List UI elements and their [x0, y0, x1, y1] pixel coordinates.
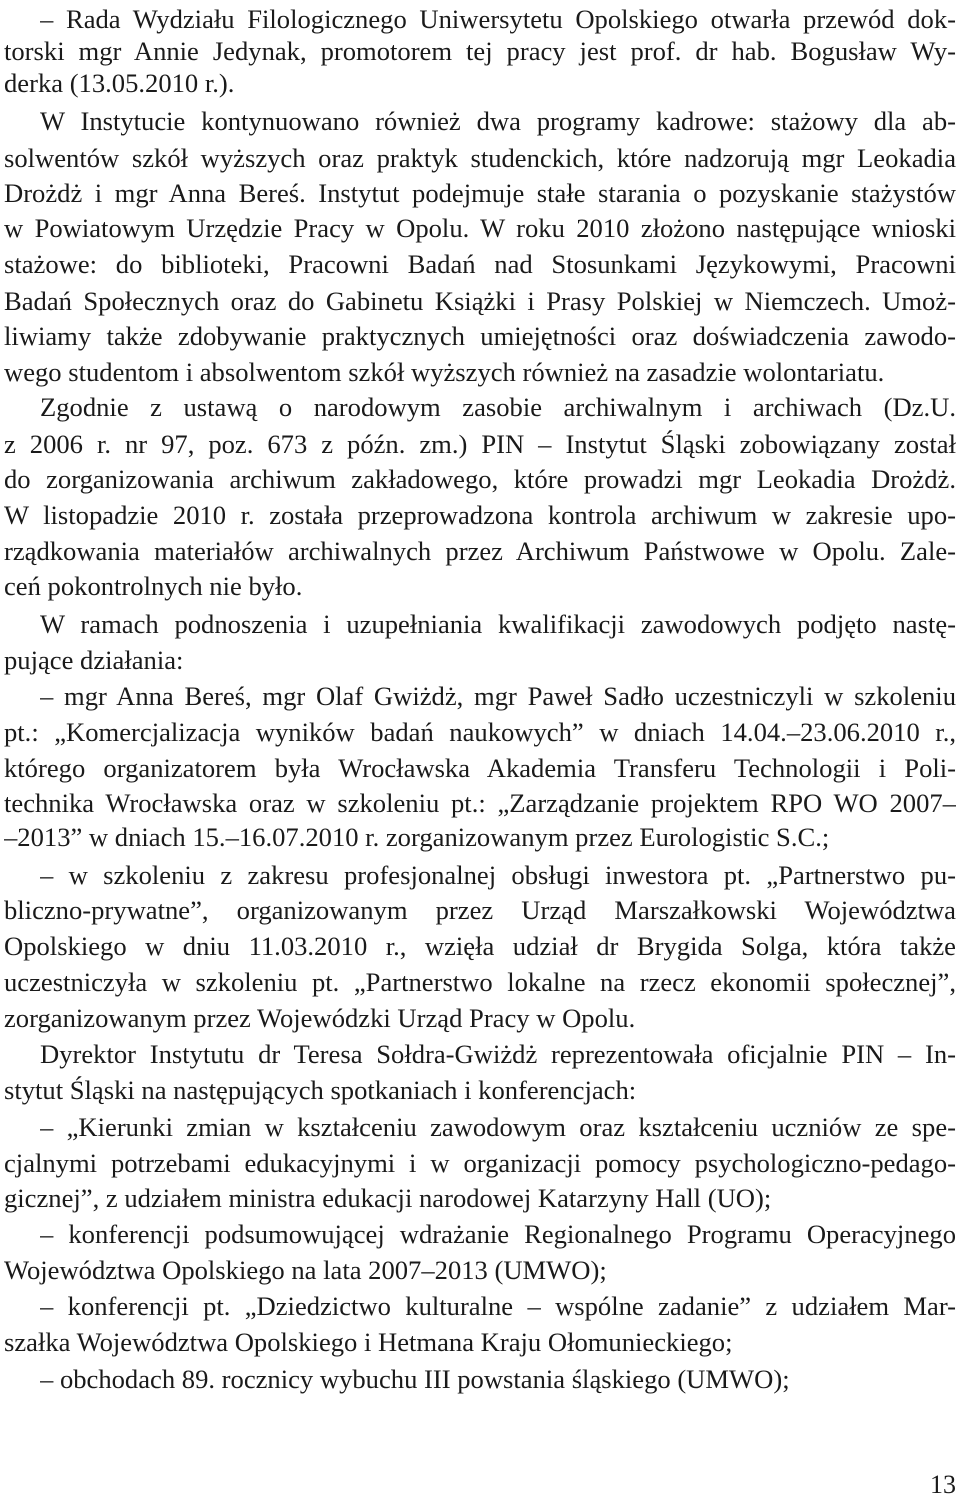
text-line: bliczno-prywatne”, organizowanym przez Urząd Marszałkowski Województwa [4, 895, 956, 925]
text-line: – Rada Wydziału Filologicznego Uniwersytetu Opolskiego otwarła przewód dok- [40, 4, 956, 34]
text-line: Zgodnie z ustawą o narodowym zasobie archiwalnym i archiwach (Dz.U. [40, 392, 956, 422]
text-line: Opolskiego w dniu 11.03.2010 r., wzięła udział dr Brygida Solga, która także [4, 931, 956, 961]
text-line: ceń pokontrolnych nie było. [4, 571, 303, 601]
text-line: derka (13.05.2010 r.). [4, 68, 235, 98]
text-line: do zorganizowania archiwum zakładowego, które prowadzi mgr Leokadia Drożdż. [4, 464, 956, 494]
text-line: gicznej”, z udziałem ministra edukacji narodowej Katarzyny Hall (UO); [4, 1183, 772, 1213]
text-line: z 2006 r. nr 97, poz. 673 z późn. zm.) PIN – Instytut Śląski zobowiązany został [4, 429, 956, 459]
text-line: cjalnymi potrzebami edukacyjnymi i w organizacji pomocy psychologiczno-pedago- [4, 1148, 956, 1178]
text-line: – w szkoleniu z zakresu profesjonalnej obsługi inwestora pt. „Partnerstwo pu- [40, 860, 956, 890]
text-line: szałka Województwa Opolskiego i Hetmana Kraju Ołomunieckiego; [4, 1327, 733, 1357]
text-line: – obchodach 89. rocznicy wybuchu III powstania śląskiego (UMWO); [40, 1364, 790, 1394]
text-line: stytut Śląski na następujących spotkaniach i konferencjach: [4, 1075, 637, 1105]
text-line: którego organizatorem była Wrocławska Akademia Transferu Technologii i Poli- [4, 753, 956, 783]
text-line: W Instytucie kontynuowano również dwa programy kadrowe: stażowy dla ab- [40, 106, 956, 136]
text-line: – „Kierunki zmian w kształceniu zawodowym oraz kształceniu uczniów ze spe- [40, 1112, 956, 1142]
text-line: rządkowania materiałów archiwalnych przez Archiwum Państwowe w Opolu. Zale- [4, 536, 956, 566]
text-line: w Powiatowym Urzędzie Pracy w Opolu. W roku 2010 złożono następujące wnioski [4, 213, 956, 243]
text-line: W listopadzie 2010 r. została przeprowadzona kontrola archiwum w zakresie upo- [4, 500, 956, 530]
text-line: technika Wrocławska oraz w szkoleniu pt.: „Zarządzanie projektem RPO WO 2007– [4, 788, 956, 818]
text-line: zorganizowanym przez Wojewódzki Urząd Pracy w Opolu. [4, 1003, 636, 1033]
text-line: – konferencji podsumowującej wdrażanie Regionalnego Programu Operacyjnego [40, 1219, 956, 1249]
text-line: pt.: „Komercjalizacja wyników badań naukowych” w dniach 14.04.–23.06.2010 r., [4, 717, 956, 747]
text-line: Dyrektor Instytutu dr Teresa Sołdra-Gwiżdż reprezentowała oficjalnie PIN – In- [40, 1039, 956, 1069]
text-line: solwentów szkół wyższych oraz praktyk studenckich, które nadzorują mgr Leokadia [4, 143, 956, 173]
text-line: wego studentom i absolwentom szkół wyższych również na zasadzie wolontariatu. [4, 357, 885, 387]
text-line: Drożdż i mgr Anna Bereś. Instytut podejmuje stałe starania o pozyskanie stażystów [4, 178, 956, 208]
text-line: pujące działania: [4, 645, 184, 675]
text-line: –2013” w dniach 15.–16.07.2010 r. zorganizowanym przez Eurologistic S.C.; [4, 822, 830, 852]
text-line: – konferencji pt. „Dziedzictwo kulturalne – wspólne zadanie” z udziałem Mar- [40, 1291, 956, 1321]
text-line: torski mgr Annie Jedynak, promotorem tej pracy jest prof. dr hab. Bogusław Wy- [4, 36, 956, 66]
text-line: Badań Społecznych oraz do Gabinetu Książki i Prasy Polskiej w Niemczech. Umoż- [4, 286, 956, 316]
text-line: uczestniczyła w szkoleniu pt. „Partnerstwo lokalne na rzecz ekonomii społecznej”, [4, 967, 956, 997]
text-line: – mgr Anna Bereś, mgr Olaf Gwiżdż, mgr Paweł Sadło uczestniczyli w szkoleniu [40, 681, 956, 711]
text-line: stażowe: do biblioteki, Pracowni Badań nad Stosunkami Językowymi, Pracowni [4, 249, 956, 279]
page-number: 13 [930, 1470, 956, 1499]
text-line: Województwa Opolskiego na lata 2007–2013 (UMWO); [4, 1255, 607, 1285]
text-line: liwiamy także zdobywanie praktycznych umiejętności oraz doświadczenia zawodo- [4, 321, 956, 351]
text-line: W ramach podnoszenia i uzupełniania kwalifikacji zawodowych podjęto nastę- [40, 609, 956, 639]
